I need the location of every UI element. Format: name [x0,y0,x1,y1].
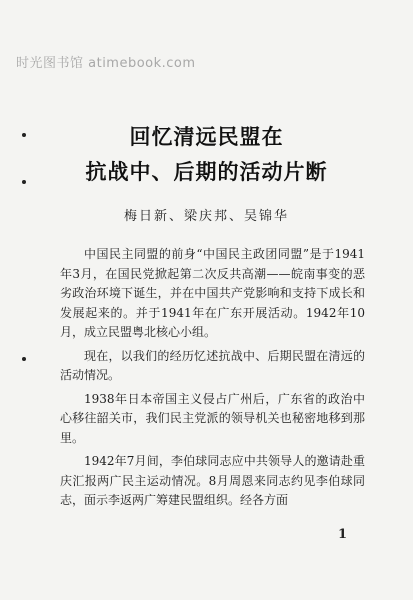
margin-mark [22,357,26,361]
paragraph: 现在，以我们的经历忆述抗战中、后期民盟在清远的活动情况。 [60,348,365,382]
paragraph: 中国民主同盟的前身“中国民主政团同盟”是于1941年3月，在国民党掀起第二次反共高潮——皖南事变的恶劣政治环境下诞生，并在中国共产党影响和支持下成长和发展起来的。并于1941年在广东开展活动。1942年10月，成立民盟粤北核心小组。 [60,247,365,339]
title-line-2: 抗战中、后期的活动片断 [85,159,328,184]
authors: 梅日新、梁庆邦、吴锦华 [123,209,289,224]
page-number: 1 [337,527,347,542]
body-text [60,245,365,515]
title-line-1: 回忆清远民盟在 [129,124,284,149]
paragraph: 1942年7月间，李伯球同志应中共领导人的邀请赴重庆汇报两广民主运动情况。8月周恩来同志约见李伯球同志，面示李返两广筹建民盟组织。经各方面 [60,454,365,507]
watermark: 时光图书馆 atimebook.com [16,56,196,71]
paragraph: 1938年日本帝国主义侵占广州后，广东省的政治中心移往韶关市，我们民主党派的领导机关也秘密地移到那里。 [60,391,365,445]
